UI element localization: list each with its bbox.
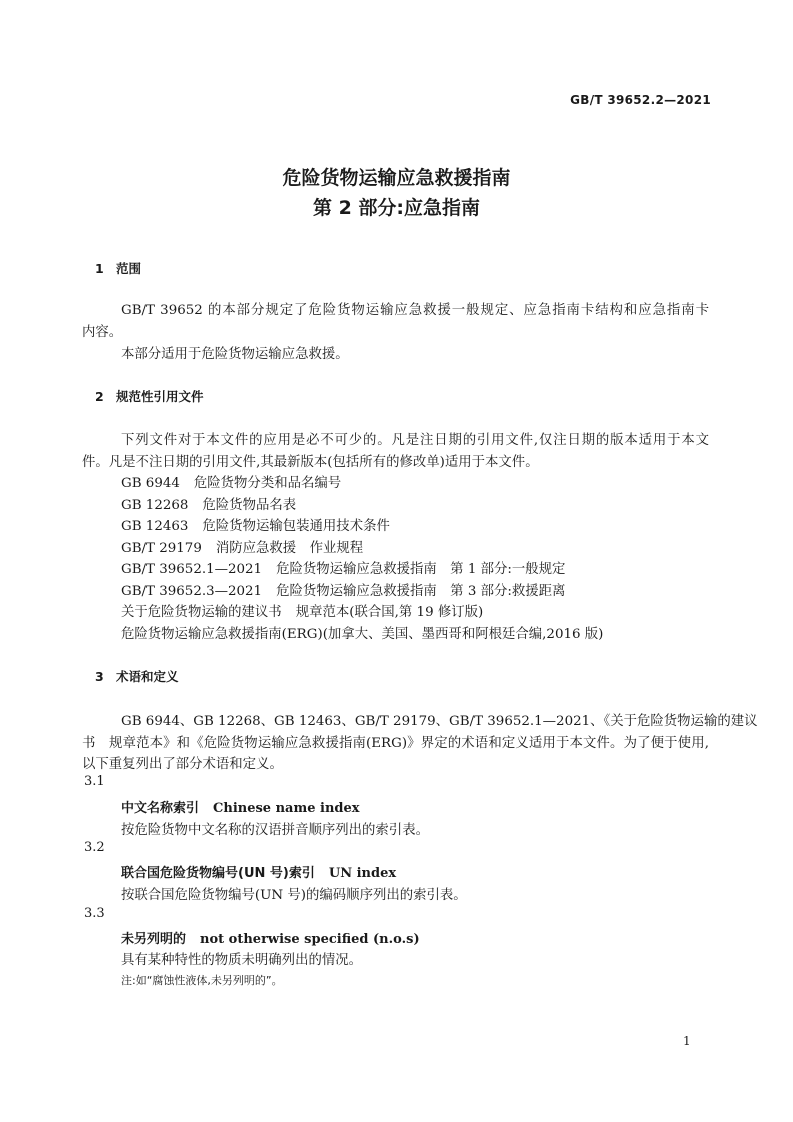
term-definition: 按联合国危险货物编号(UN 号)的编码顺序列出的索引表。 (121, 888, 467, 903)
term-entry: 中文名称索引 Chinese name index (121, 801, 360, 816)
reference-item: GB 12268 危险货物品名表 (121, 498, 297, 513)
standard-code: GB/T 39652.2—2021 (570, 93, 711, 107)
term-note: 注:如“腐蚀性液体,未另列明的”。 (121, 974, 283, 987)
page-number: 1 (683, 1034, 691, 1048)
term-definition: 具有某种特性的物质未明确列出的情况。 (121, 953, 363, 968)
term-entry: 未另列明的 not otherwise specified (n.o.s) (121, 932, 420, 947)
section-number: 3 (95, 669, 104, 684)
document-subtitle: 第 2 部分:应急指南 (312, 197, 481, 219)
reference-item: GB/T 29179 消防应急救援 作业规程 (121, 541, 364, 556)
reference-item: GB/T 39652.3—2021 危险货物运输应急救援指南 第 3 部分:救援距离 (121, 584, 566, 599)
scope-applicability: 本部分适用于危险货物运输应急救援。 (121, 347, 349, 362)
terms-intro-line2: 书 规章范本》和《危险货物运输应急救援指南(ERG)》界定的术语和定义适用于本文件。为了便于使用, (82, 736, 709, 751)
document-title: 危险货物运输应急救援指南 (282, 167, 511, 189)
references-intro-line1: 下列文件对于本文件的应用是必不可少的。凡是注日期的引用文件,仅注日期的版本适用于本文 (121, 433, 709, 448)
reference-item: 关于危险货物运输的建议书 规章范本(联合国,第 19 修订版) (121, 605, 484, 620)
reference-item: GB 6944 危险货物分类和品名编号 (121, 476, 342, 491)
reference-item: 危险货物运输应急救援指南(ERG)(加拿大、美国、墨西哥和阿根廷合编,2016 版) (121, 627, 604, 642)
section-number: 2 (95, 389, 104, 404)
section-heading-terms (95, 667, 179, 685)
section-title: 范围 (116, 261, 142, 276)
references-intro-line2: 件。凡是不注日期的引用文件,其最新版本(包括所有的修改单)适用于本文件。 (82, 455, 539, 470)
terms-intro-line3: 以下重复列出了部分术语和定义。 (82, 757, 283, 772)
terms-intro-line1: GB 6944、GB 12268、GB 12463、GB/T 29179、GB/T 39652.1—2021、《关于危险货物运输的建议 (121, 714, 758, 729)
section-heading-scope (95, 259, 141, 277)
term-definition: 按危险货物中文名称的汉语拼音顺序列出的索引表。 (121, 823, 429, 838)
section-heading-normative-references (95, 387, 204, 405)
reference-item: GB/T 39652.1—2021 危险货物运输应急救援指南 第 1 部分:一般规定 (121, 562, 566, 577)
section-title: 规范性引用文件 (116, 389, 204, 404)
term-number: 3.3 (84, 906, 105, 921)
section-title: 术语和定义 (116, 669, 179, 684)
term-number: 3.2 (84, 840, 105, 855)
scope-paragraph-line1: GB/T 39652 的本部分规定了危险货物运输应急救援一般规定、应急指南卡结构和应急指南卡 (121, 303, 709, 318)
reference-item: GB 12463 危险货物运输包装通用技术条件 (121, 519, 390, 534)
scope-paragraph-line2: 内容。 (82, 325, 123, 340)
term-number: 3.1 (84, 774, 105, 789)
section-number: 1 (95, 261, 104, 276)
term-entry: 联合国危险货物编号(UN 号)索引 UN index (121, 866, 397, 881)
